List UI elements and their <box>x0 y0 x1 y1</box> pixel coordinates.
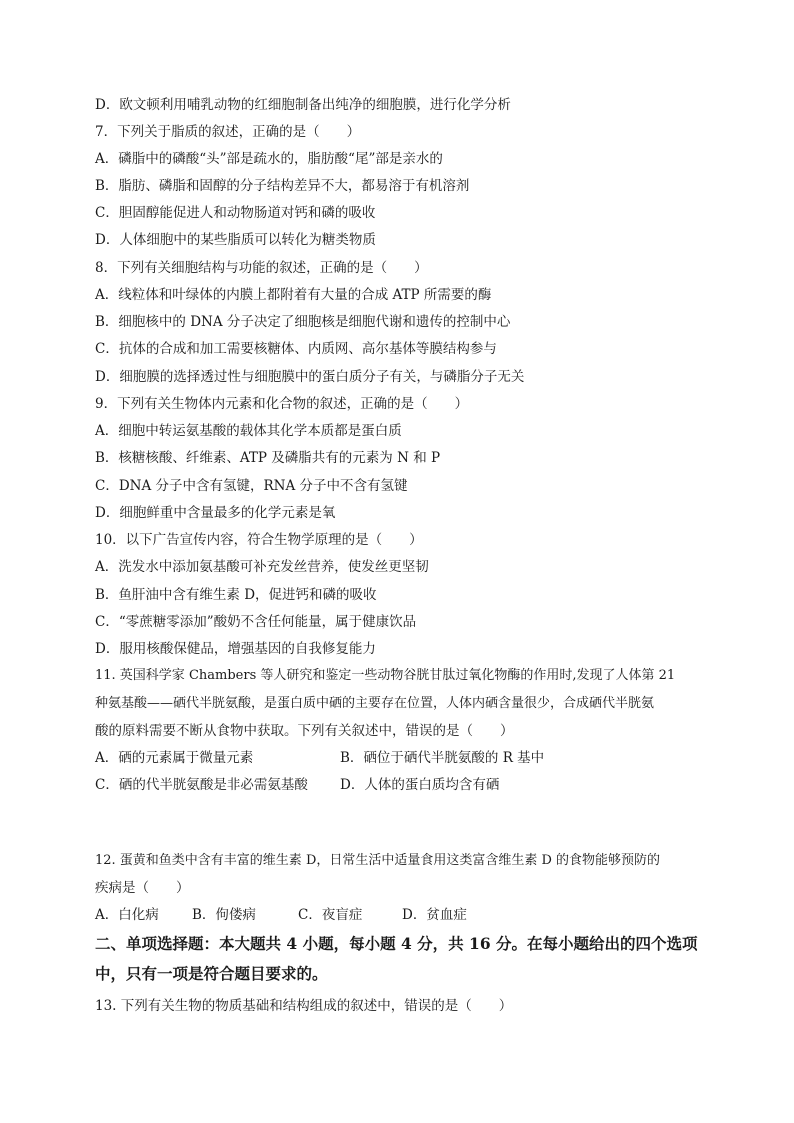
q8-option-a: A．线粒体和叶绿体的内膜上都附着有大量的合成 ATP 所需要的酶 <box>95 287 492 303</box>
q12-option-b: B．佝偻病 <box>192 907 256 923</box>
q8-option-b: B．细胞核中的 DNA 分子决定了细胞核是细胞代谢和遗传的控制中心 <box>95 314 511 330</box>
q8-stem: 8．下列有关细胞结构与功能的叙述，正确的是（ ） <box>95 260 428 276</box>
q11-option-b: B．硒位于硒代半胱氨酸的 R 基中 <box>340 750 545 766</box>
q10-stem: 10．以下广告宣传内容，符合生物学原理的是（ ） <box>95 532 423 548</box>
q7-option-c: C．胆固醇能促进人和动物肠道对钙和磷的吸收 <box>95 205 376 221</box>
q12-option-a: A．白化病 <box>95 907 159 923</box>
q13-stem: 13. 下列有关生物的物质基础和结构组成的叙述中，错误的是（ ） <box>95 998 513 1014</box>
q8-option-d: D．细胞膜的选择透过性与细胞膜中的蛋白质分子有关，与磷脂分子无关 <box>95 369 525 385</box>
q11-stem-line1: 11. 英国科学家 Chambers 等人研究和鉴定一些动物谷胱甘肽过氧化物酶的作用时,发现了人体第 21 <box>95 668 676 683</box>
q11-stem-line2: 种氨基酸——硒代半胱氨酸，是蛋白质中硒的主要存在位置，人体内硒含量很少，合成硒代半胱氨 <box>95 696 655 711</box>
section2-heading-line2: 中，只有一项是符合题目要求的。 <box>95 964 328 983</box>
q10-option-b: B．鱼肝油中含有维生素 D，促进钙和磷的吸收 <box>95 587 377 603</box>
q9-option-d: D．细胞鲜重中含量最多的化学元素是氧 <box>95 505 336 521</box>
q6-option-d: D．欧文顿利用哺乳动物的红细胞制备出纯净的细胞膜，进行化学分析 <box>95 97 511 113</box>
q12-option-c: C．夜盲症 <box>298 907 363 923</box>
q7-stem: 7．下列关于脂质的叙述，正确的是（ ） <box>95 124 361 140</box>
q11-option-c: C．硒的代半胱氨酸是非必需氨基酸 <box>95 777 308 793</box>
q8-option-c: C．抗体的合成和加工需要核糖体、内质网、高尔基体等膜结构参与 <box>95 341 497 357</box>
q12-option-d: D．贫血症 <box>402 907 467 923</box>
q7-option-b: B．脂肪、磷脂和固醇的分子结构差异不大，都易溶于有机溶剂 <box>95 178 470 194</box>
q11-option-d: D．人体的蛋白质均含有硒 <box>340 777 500 793</box>
q9-option-c: C．DNA 分子中含有氢键，RNA 分子中不含有氢键 <box>95 478 408 494</box>
section2-heading-line1: 二、单项选择题：本大题共 4 小题，每小题 4 分，共 16 分。在每小题给出的四个选项 <box>95 934 698 953</box>
q10-option-a: A．洗发水中添加氨基酸可补充发丝营养，使发丝更坚韧 <box>95 559 429 575</box>
q12-stem-line2: 疾病是（ ） <box>95 880 190 896</box>
q9-option-b: B．核糖核酸、纤维素、ATP 及磷脂共有的元素为 N 和 P <box>95 450 441 466</box>
q9-option-a: A．细胞中转运氨基酸的载体其化学本质都是蛋白质 <box>95 423 402 439</box>
q9-stem: 9．下列有关生物体内元素和化合物的叙述，正确的是（ ） <box>95 396 469 412</box>
q11-stem-line3: 酸的原料需要不断从食物中获取。下列有关叙述中，错误的是（ ） <box>95 723 514 739</box>
q7-option-d: D．人体细胞中的某些脂质可以转化为糖类物质 <box>95 232 376 248</box>
q10-option-d: D．服用核酸保健品，增强基因的自我修复能力 <box>95 641 376 657</box>
q7-option-a: A．磷脂中的磷酸“头”部是疏水的，脂肪酸“尾”部是亲水的 <box>95 151 443 167</box>
q11-option-a: A．硒的元素属于微量元素 <box>95 750 254 766</box>
q12-stem-line1: 12. 蛋黄和鱼类中含有丰富的维生素 D，日常生活中适量食用这类富含维生素 D 的食物能够预防的 <box>95 853 661 868</box>
q10-option-c: C．“零蔗糖零添加”酸奶不含任何能量，属于健康饮品 <box>95 614 417 630</box>
